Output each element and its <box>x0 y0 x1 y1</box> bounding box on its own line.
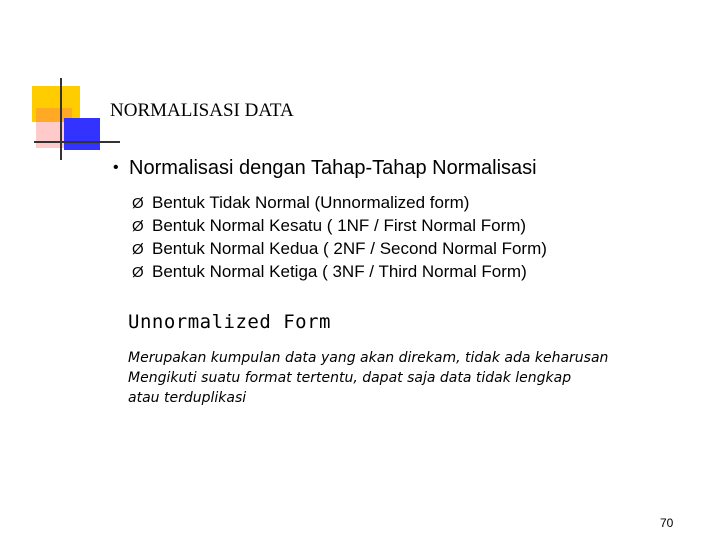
list-item <box>132 237 547 260</box>
paragraph <box>128 348 688 408</box>
list-item <box>132 191 547 214</box>
bullet-dot-icon: • <box>113 159 119 176</box>
decorative-horizontal-line <box>34 141 120 143</box>
list-item-text: Bentuk Normal Kedua ( 2NF / Second Normal Form) <box>152 239 547 258</box>
slide-title: NORMALISASI DATA <box>110 100 294 121</box>
arrow-bullet-icon: Ø <box>132 195 144 212</box>
paragraph-line: Merupakan kumpulan data yang akan direkam, tidak ada keharusan <box>128 350 609 366</box>
arrow-bullet-icon: Ø <box>132 264 144 281</box>
list-item-text: Bentuk Normal Kesatu ( 1NF / First Normal Form) <box>152 216 527 235</box>
arrow-bullet-icon: Ø <box>132 218 144 235</box>
list-item <box>132 260 547 283</box>
arrow-bullet-icon: Ø <box>132 241 144 258</box>
section-heading: Unnormalized Form <box>128 311 331 333</box>
list-item-text: Bentuk Tidak Normal (Unnormalized form) <box>152 193 470 212</box>
page-number: 70 <box>660 516 674 530</box>
main-bullet <box>113 157 537 180</box>
sub-bullet-list <box>132 191 547 283</box>
decorative-blue-square <box>64 118 100 150</box>
list-item-text: Bentuk Normal Ketiga ( 3NF / Third Normal Form) <box>152 262 527 281</box>
list-item <box>132 214 547 237</box>
main-bullet-text: Normalisasi dengan Tahap-Tahap Normalisasi <box>129 157 537 179</box>
paragraph-line: Mengikuti suatu format tertentu, dapat saja data tidak lengkap <box>128 370 572 386</box>
paragraph-line: atau terduplikasi <box>128 390 247 406</box>
decorative-vertical-line <box>60 78 62 160</box>
